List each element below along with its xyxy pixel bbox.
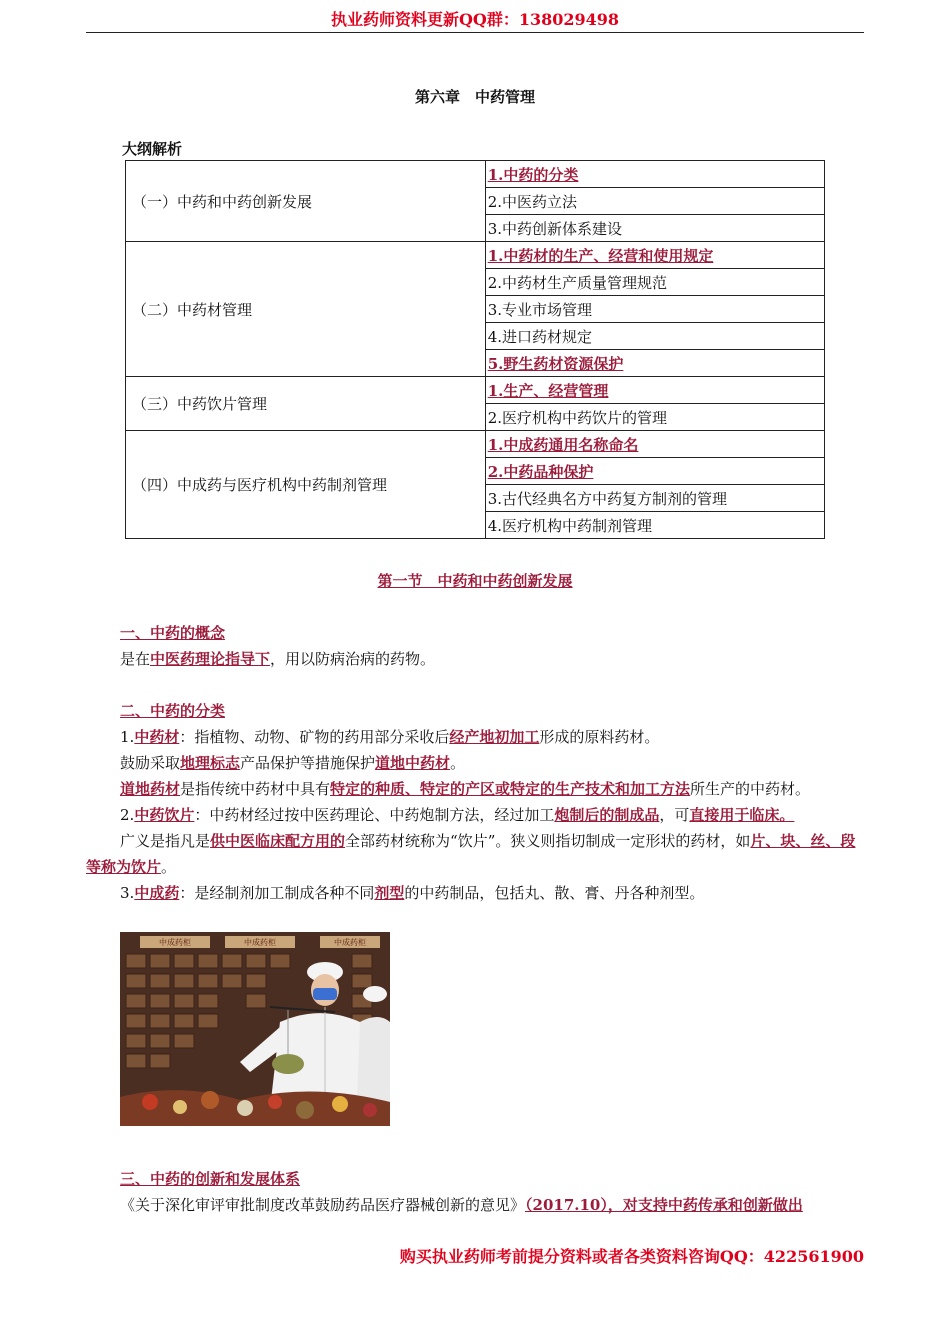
svg-text:中成药柜: 中成药柜	[159, 938, 191, 947]
concept-block: 一、中药的概念 是在中医药理论指导下，用以防病治病的药物。	[120, 624, 436, 668]
page-footer	[86, 1244, 864, 1267]
outline-item: 4.医疗机构中药制剂管理	[485, 512, 824, 539]
outline-item: 1.生产、经营管理	[485, 377, 824, 404]
outline-item: 1.中药材的生产、经营和使用规定	[485, 242, 824, 269]
outline-item: 5.野生药材资源保护	[485, 350, 824, 377]
page-header	[86, 10, 864, 33]
outline-section: （三）中药饮片管理	[126, 377, 486, 431]
innovation-heading: 三、中药的创新和发展体系	[120, 1170, 301, 1188]
concept-heading: 一、中药的概念	[120, 624, 226, 642]
outline-item: 2.医疗机构中药饮片的管理	[485, 404, 824, 431]
section-title: 第一节 中药和中药创新发展	[377, 572, 573, 590]
innovation-block: 三、中药的创新和发展体系 《关于深化审评审批制度改革鼓励药品医疗器械创新的意见》（2017.10），对支持中药传承和创新做出	[120, 1170, 803, 1214]
classification-heading: 二、中药的分类	[120, 702, 226, 720]
classification-block: 二、中药的分类 1.中药材：指植物、动物、矿物的药用部分采收后经产地初加工形成的原料药材。 鼓励采取地理标志产品保护等措施保护道地中药材。 道地药材是指传统中药材中具有特定的种质、特定的产区或特定的生产技术和加工方法所生产的中药材。 2.中药饮片：中药材经过按中医药理论、中药炮制方法，经过加工炮制后的制成品，可直接用于临床。 广义是指凡是供中医临床配方用的全部药材统称为“饮片”。狭义则指切制成一定形状的药材，如片、块、丝、段等称为饮片。 3.中成药：是经制剂加工制成各种不同剂型的中药制品，包括丸、散、膏、丹各种剂型。	[86, 702, 856, 902]
outline-item: 1.中成药通用名称命名	[485, 431, 824, 458]
svg-text:中成药柜: 中成药柜	[244, 938, 276, 947]
pharmacy-photo	[120, 932, 390, 1126]
svg-text:中成药柜: 中成药柜	[334, 938, 366, 947]
outline-item: 4.进口药材规定	[485, 323, 824, 350]
outline-item: 3.中药创新体系建设	[485, 215, 824, 242]
outline-item: 3.专业市场管理	[485, 296, 824, 323]
outline-item: 2.中药品种保护	[485, 458, 824, 485]
outline-table	[125, 160, 825, 539]
footer-text: 购买执业药师考前提分资料或者各类资料咨询QQ：422561900	[399, 1247, 864, 1266]
outline-item: 1.中药的分类	[485, 161, 824, 188]
chapter-title: 第六章 中药管理	[414, 88, 535, 106]
outline-item: 3.古代经典名方中药复方制剂的管理	[485, 485, 824, 512]
header-text: 执业药师资料更新QQ群：138029498	[330, 10, 620, 29]
outline-section: （二）中药材管理	[126, 242, 486, 377]
outline-item: 2.中药材生产质量管理规范	[485, 269, 824, 296]
outline-section: （四）中成药与医疗机构中药制剂管理	[126, 431, 486, 539]
outline-label: 大纲解析	[122, 140, 183, 158]
outline-section: （一）中药和中药创新发展	[126, 161, 486, 242]
pharmacy-photo-illustration	[120, 932, 390, 1126]
outline-item: 2.中医药立法	[485, 188, 824, 215]
